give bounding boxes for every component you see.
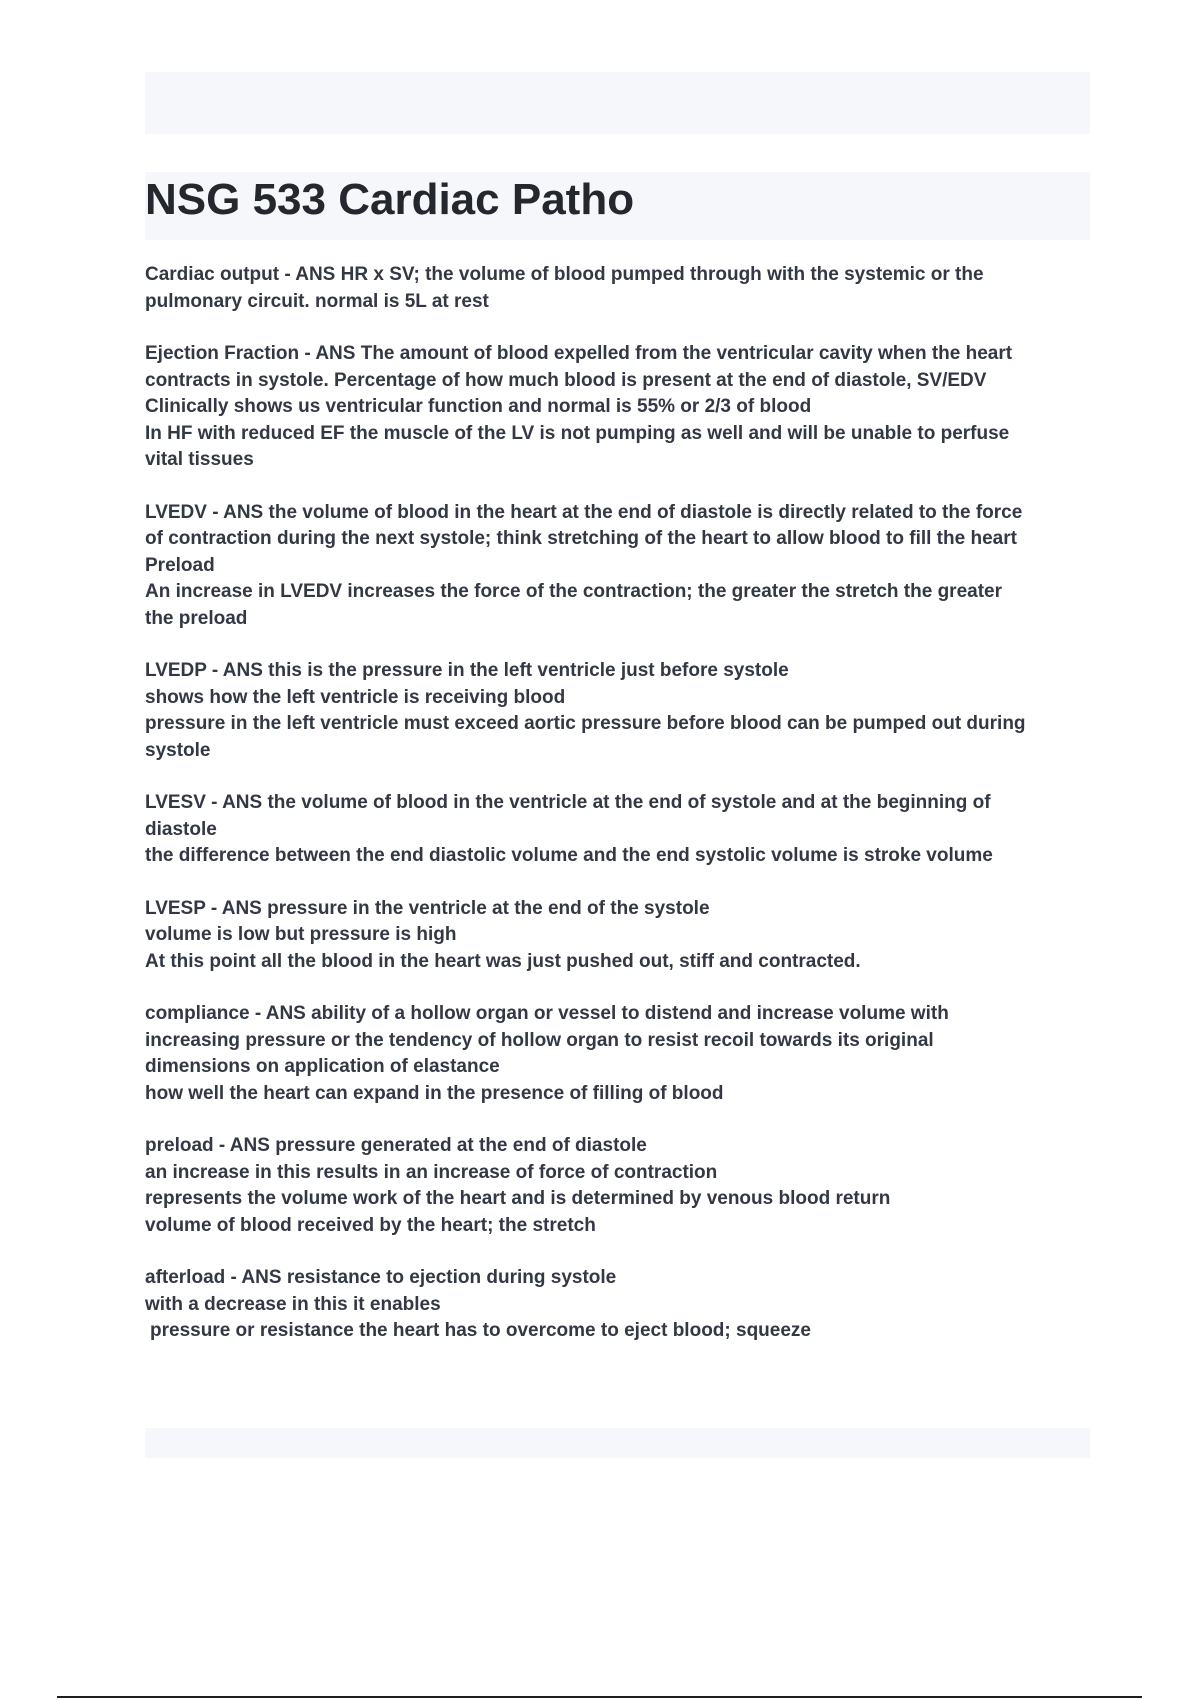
entry-line: pressure in the left ventricle must exceed aortic pressure before blood can be pumped out during <box>145 713 1026 734</box>
entry-preload <box>145 1133 1090 1239</box>
entry-line: shows how the left ventricle is receiving blood <box>145 686 566 708</box>
entry-line: how well the heart can expand in the presence of filling of blood <box>145 1082 724 1104</box>
page-title: NSG 533 Cardiac Patho <box>145 175 635 224</box>
entry-cardiac-output <box>145 262 1090 315</box>
entry-lvedv <box>145 500 1090 633</box>
entry-line: pressure or resistance the heart has to overcome to eject blood; squeeze <box>150 1320 811 1341</box>
entry-line: the preload <box>145 607 248 629</box>
entry-compliance <box>145 1001 1090 1107</box>
entry-line: an increase in this results in an increase of force of contraction <box>145 1161 718 1183</box>
entry-line: Ejection Fraction - ANS The amount of blood expelled from the ventricular cavity when the heart <box>145 343 1013 364</box>
entry-line: LVESP - ANS pressure in the ventricle at the end of the systole <box>145 897 710 919</box>
entry-line: systole <box>145 739 211 761</box>
entry-line: the difference between the end diastolic volume and the end systolic volume is stroke volume <box>145 845 993 866</box>
entry-line: Preload <box>145 554 215 576</box>
entry-line: LVEDP - ANS this is the pressure in the left ventricle just before systole <box>145 660 789 681</box>
entry-line: with a decrease in this it enables <box>145 1293 441 1315</box>
entry-line: pulmonary circuit. normal is 5L at rest <box>145 290 489 312</box>
entry-line: increasing pressure or the tendency of hollow organ to resist recoil towards its original <box>145 1029 934 1051</box>
entry-line: preload - ANS pressure generated at the end of diastole <box>145 1135 647 1156</box>
entry-line: Clinically shows us ventricular function and normal is 55% or 2/3 of blood <box>145 396 812 417</box>
page-divider <box>57 1696 1142 1698</box>
entry-line: At this point all the blood in the heart was just pushed out, stiff and contracted. <box>145 950 861 972</box>
entry-lvesv <box>145 790 1090 870</box>
entry-line: contracts in systole. Percentage of how much blood is present at the end of diastole, SV/EDV <box>145 369 987 391</box>
entry-line: volume is low but pressure is high <box>145 924 457 945</box>
entry-lvesp <box>145 896 1090 976</box>
entry-line: Cardiac output - ANS HR x SV; the volume of blood pumped through with the systemic or the <box>145 264 984 285</box>
entry-line: In HF with reduced EF the muscle of the LV is not pumping as well and will be unable to perfuse <box>145 422 1010 444</box>
entry-lvedp <box>145 658 1090 764</box>
entry-line: LVESV - ANS the volume of blood in the ventricle at the end of systole and at the beginning of <box>145 792 991 813</box>
entry-line: An increase in LVEDV increases the force of the contraction; the greater the stretch the greater <box>145 581 1002 602</box>
entry-line: volume of blood received by the heart; the stretch <box>145 1214 596 1236</box>
entry-line: of contraction during the next systole; think stretching of the heart to allow blood to fill the heart <box>145 528 1017 549</box>
entry-line: compliance - ANS ability of a hollow organ or vessel to distend and increase volume with <box>145 1003 949 1024</box>
entry-line: dimensions on application of elastance <box>145 1056 500 1077</box>
entry-line: diastole <box>145 818 217 840</box>
document-body <box>145 262 1090 1371</box>
entry-ejection-fraction <box>145 341 1090 474</box>
header-band <box>145 72 1090 134</box>
entry-afterload <box>145 1265 1090 1345</box>
entry-line: afterload - ANS resistance to ejection during systole <box>145 1267 617 1288</box>
footer-band <box>145 1428 1090 1458</box>
entry-line: vital tissues <box>145 449 254 470</box>
entry-line: represents the volume work of the heart and is determined by venous blood return <box>145 1188 891 1209</box>
entry-line: LVEDV - ANS the volume of blood in the heart at the end of diastole is directly related to the force <box>145 501 1023 523</box>
